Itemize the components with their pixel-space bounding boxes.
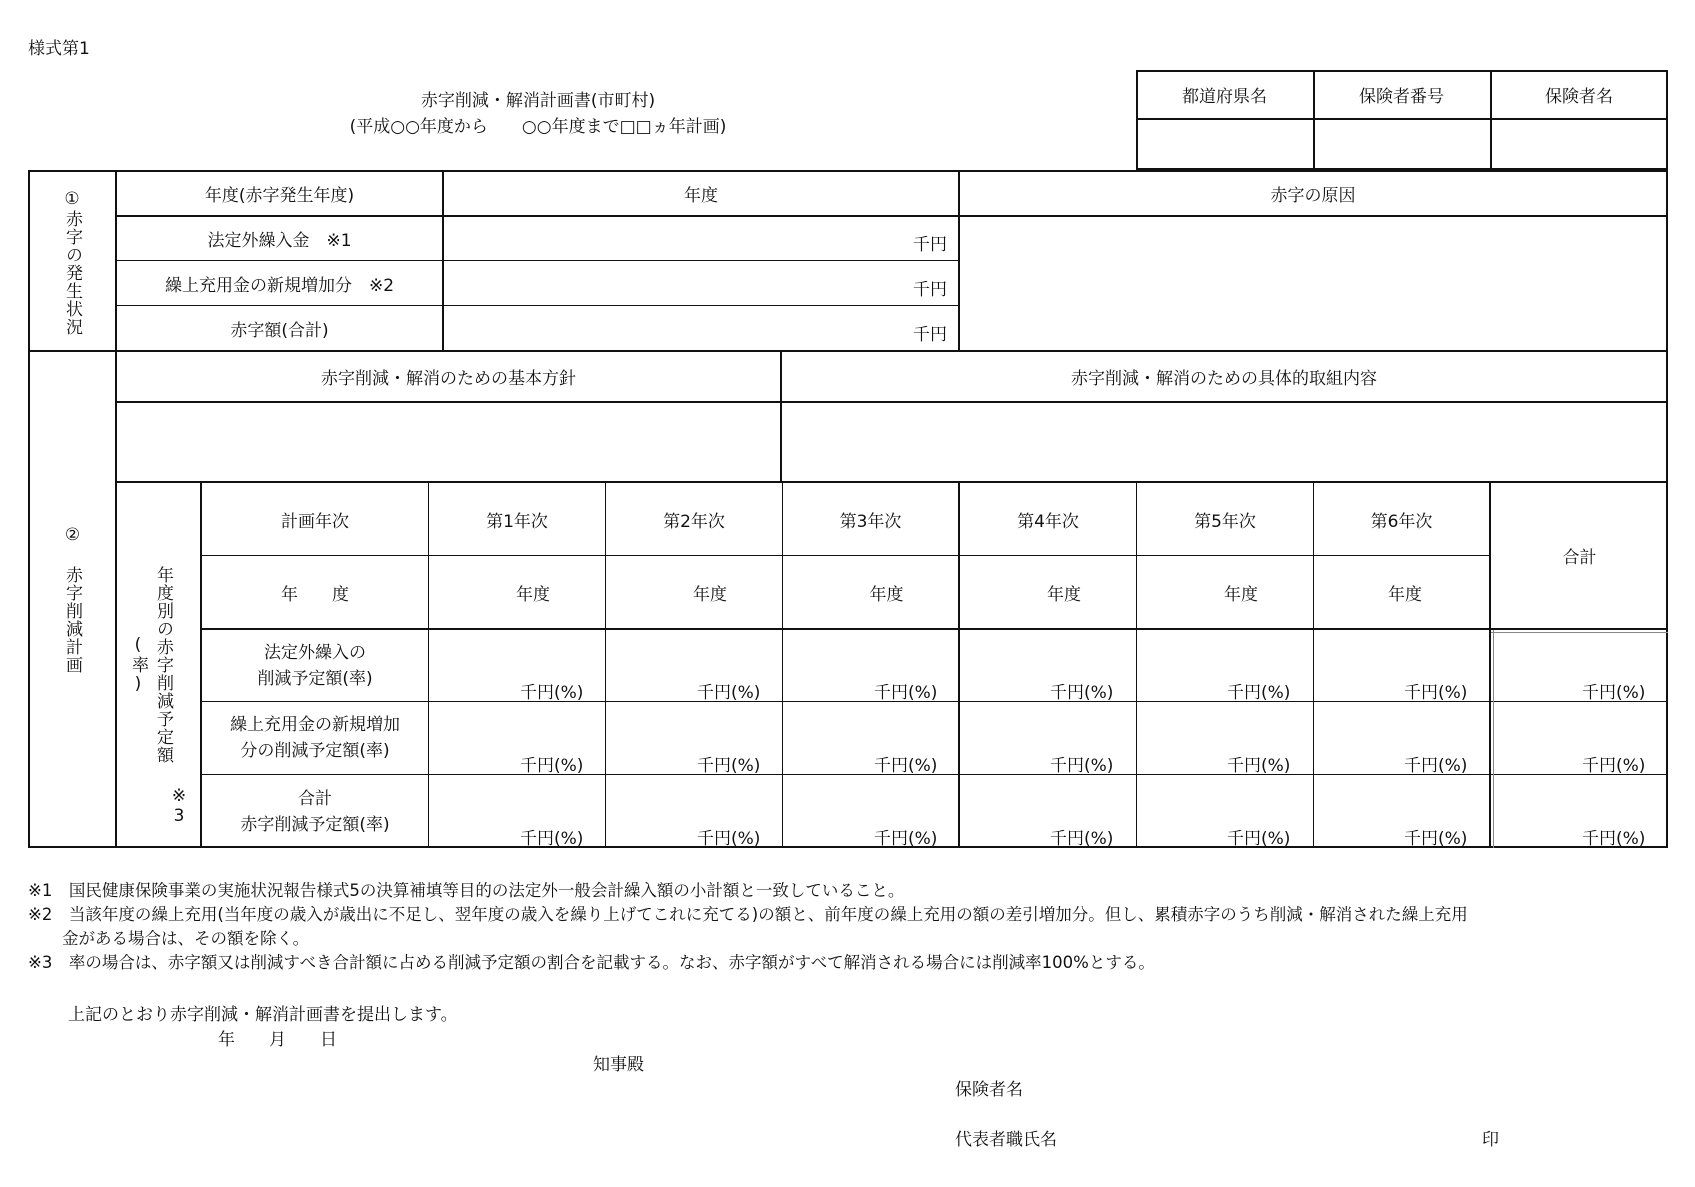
- r2-y5-unit[interactable]: 千円(%): [1227, 756, 1291, 776]
- r1-y2-unit[interactable]: 千円(%): [697, 683, 761, 703]
- extra-transfer-unit: 千円: [913, 235, 947, 255]
- note-3: ※3 率の場合は、赤字額又は削減すべき合計額に占める削減予定額の割合を記載する。なお、赤字額がすべて解消される場合には削減率100%とする。: [28, 953, 1155, 972]
- deficit-year-header: 年度(赤字発生年度): [204, 186, 355, 206]
- r2-y2-unit[interactable]: 千円(%): [697, 756, 761, 776]
- governor-address: 知事殿: [593, 1055, 644, 1075]
- submit-statement: 上記のとおり赤字削減・解消計画書を提出します。: [68, 1005, 458, 1025]
- deficit-total-unit: 千円: [913, 325, 947, 345]
- extra-transfer-reduction-label: [202, 630, 428, 701]
- seal-mark: 印: [1482, 1130, 1499, 1150]
- note-2: ※2 当該年度の繰上充用(当年度の歳入が歳出に不足し、翌年度の歳入を繰り上げてこれに充てる)の額と、前年度の繰上充用の額の差引増加分。但し、累積赤字のうち削減・解消された繰上充用: [28, 905, 1468, 924]
- insurer-number-header: 保険者番号: [1359, 86, 1444, 107]
- carryover-increase-unit: 千円: [913, 280, 947, 300]
- r1-y6-unit[interactable]: 千円(%): [1404, 683, 1468, 703]
- specific-measures-header: 赤字削減・解消のための具体的取組内容: [1071, 369, 1377, 389]
- total-reduction-line2: 赤字削減予定額(率): [240, 814, 390, 835]
- total-column-header: 合計: [1562, 548, 1597, 568]
- year-6-fiscal[interactable]: 年度: [1388, 584, 1422, 605]
- year-6-header: 第6年次: [1370, 511, 1433, 532]
- total-reduction-line1: 合計: [298, 788, 332, 809]
- submit-date[interactable]: 年 月 日: [218, 1030, 337, 1050]
- year-1-header: 第1年次: [486, 511, 548, 532]
- total-reduction-label: [202, 775, 428, 848]
- section2-number: ②: [64, 525, 81, 545]
- year-4-header: 第4年次: [1017, 511, 1079, 532]
- r2-y3-unit[interactable]: 千円(%): [874, 756, 938, 776]
- prefecture-header: 都道府県名: [1182, 86, 1267, 107]
- r2-y1-unit[interactable]: 千円(%): [520, 756, 584, 776]
- plan-year-label: 計画年次: [281, 511, 349, 532]
- r1-y5-unit[interactable]: 千円(%): [1227, 683, 1291, 703]
- carryover-increase-field[interactable]: [444, 261, 958, 305]
- annual-reduction-sublabel: 年度別の赤字削減予定額(率): [128, 566, 173, 764]
- year-5-fiscal[interactable]: 年度: [1224, 584, 1258, 605]
- note-2-continued: 金がある場合は、その額を除く。: [62, 929, 310, 948]
- r2-y6-unit[interactable]: 千円(%): [1404, 756, 1468, 776]
- prefecture-field[interactable]: [1138, 120, 1312, 168]
- r3-y4-unit[interactable]: 千円(%): [1050, 829, 1114, 849]
- r2-total-unit[interactable]: 千円(%): [1582, 756, 1646, 776]
- form-number: 様式第1: [28, 39, 90, 59]
- deficit-total-label: 赤字額(合計): [230, 320, 329, 341]
- r3-y5-unit[interactable]: 千円(%): [1227, 829, 1291, 849]
- r3-total-unit[interactable]: 千円(%): [1582, 829, 1646, 849]
- year-3-fiscal[interactable]: 年度: [869, 584, 904, 605]
- insurer-name-label: 保険者名: [955, 1080, 1023, 1100]
- basic-policy-header: 赤字削減・解消のための基本方針: [321, 369, 576, 389]
- specific-measures-field[interactable]: [782, 403, 1666, 481]
- extra-transfer-reduction-line2: 削減予定額(率): [257, 668, 373, 689]
- year-3-header: 第3年次: [839, 511, 902, 532]
- deficit-cause-header: 赤字の原因: [1270, 186, 1356, 206]
- deficit-cause-field[interactable]: [960, 217, 1666, 350]
- insurer-name-field[interactable]: [1492, 120, 1666, 168]
- r3-y6-unit[interactable]: 千円(%): [1404, 829, 1468, 849]
- insurer-name-header: 保険者名: [1545, 86, 1613, 107]
- form-title: 赤字削減・解消計画書(市町村): [420, 91, 656, 111]
- note-1: ※1 国民健康保険事業の実施状況報告様式5の決算補填等目的の法定外一般会計繰入額の小計額と一致していること。: [28, 881, 905, 900]
- form-subtitle: (平成○○年度から ○○年度まで□□ヵ年計画): [349, 117, 727, 137]
- r1-total-unit[interactable]: 千円(%): [1582, 683, 1646, 703]
- note3-marker: ※3: [169, 786, 189, 826]
- r2-y4-unit[interactable]: 千円(%): [1050, 756, 1114, 776]
- year-5-header: 第5年次: [1194, 511, 1256, 532]
- year-1-fiscal[interactable]: 年度: [516, 584, 550, 605]
- carryover-reduction-line2: 分の削減予定額(率): [240, 741, 390, 761]
- extra-transfer-label: 法定外繰入金 ※1: [207, 231, 352, 251]
- year-4-fiscal[interactable]: 年度: [1047, 584, 1081, 605]
- extra-transfer-field[interactable]: [444, 217, 958, 260]
- fiscal-year-label: 年 度: [281, 584, 349, 605]
- r1-y1-unit[interactable]: 千円(%): [520, 683, 584, 703]
- year-header: 年度: [684, 186, 718, 206]
- representative-label: 代表者職氏名: [955, 1130, 1057, 1150]
- extra-transfer-reduction-line1: 法定外繰入の: [264, 642, 366, 663]
- carryover-reduction-label: [202, 702, 428, 774]
- r1-y3-unit[interactable]: 千円(%): [874, 683, 938, 703]
- year-2-fiscal[interactable]: 年度: [693, 584, 727, 605]
- notes: [28, 879, 1673, 975]
- insurer-number-field[interactable]: [1315, 120, 1489, 168]
- r3-y3-unit[interactable]: 千円(%): [874, 829, 938, 849]
- section1-label: ①赤字の発生状況: [62, 189, 82, 336]
- carryover-reduction-line1: 繰上充用金の新規増加: [230, 715, 400, 735]
- deficit-total-field[interactable]: [444, 306, 958, 350]
- year-2-header: 第2年次: [663, 511, 725, 532]
- basic-policy-field[interactable]: [117, 403, 780, 481]
- annual-reduction-note-mark: [158, 786, 200, 826]
- r1-y4-unit[interactable]: 千円(%): [1050, 683, 1114, 703]
- r3-y2-unit[interactable]: 千円(%): [697, 829, 761, 849]
- carryover-increase-label: 繰上充用金の新規増加分 ※2: [164, 275, 395, 296]
- r3-y1-unit[interactable]: 千円(%): [520, 829, 584, 849]
- section2-label: 赤字削減計画: [62, 566, 82, 674]
